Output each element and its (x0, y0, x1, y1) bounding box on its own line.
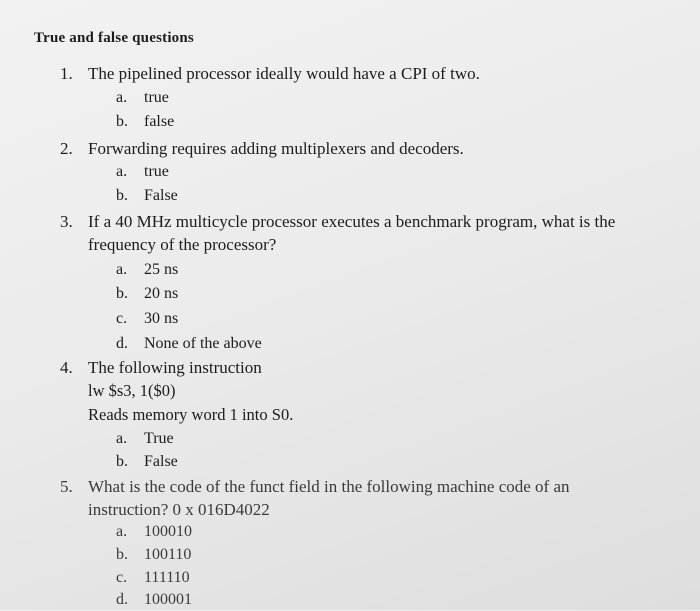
question-number: 2. (60, 139, 73, 158)
option-text: 100110 (144, 546, 192, 563)
option-letter: c. (116, 569, 128, 586)
option-5b (116, 544, 191, 566)
option-text: true (144, 89, 169, 106)
option-1b (116, 111, 174, 133)
option-3b (116, 283, 178, 305)
option-5c (116, 567, 190, 589)
option-letter: b. (116, 546, 128, 563)
question-4-note: Reads memory word 1 into S0. (88, 405, 294, 424)
option-4b (116, 451, 178, 473)
question-text-line1: If a 40 MHz multicycle processor executes a benchmark program, what is the (88, 212, 616, 231)
question-text: The pipelined processor ideally would have a CPI of two. (88, 64, 480, 83)
option-letter: a. (116, 163, 128, 180)
option-text: True (144, 430, 174, 447)
question-4 (60, 356, 262, 379)
option-text: 100001 (144, 591, 192, 608)
option-letter: b. (116, 285, 128, 302)
question-5 (60, 475, 570, 521)
option-letter: a. (116, 523, 128, 540)
question-3 (60, 210, 615, 256)
option-letter: a. (116, 261, 128, 278)
question-1 (60, 62, 480, 85)
option-letter: b. (116, 453, 128, 470)
option-letter: d. (116, 335, 128, 352)
question-text: Forwarding requires adding multiplexers and decoders. (88, 139, 464, 158)
option-letter: a. (116, 89, 128, 106)
option-letter: b. (116, 113, 128, 130)
question-number: 4. (60, 358, 73, 377)
question-text-line1: What is the code of the funct field in the following machine code of an (88, 477, 570, 496)
option-4a (116, 428, 174, 450)
question-text-line2: instruction? 0 x 016D4022 (88, 500, 270, 519)
option-letter: b. (116, 187, 128, 204)
option-text: false (144, 113, 175, 130)
option-5a (116, 521, 192, 543)
option-text: False (144, 187, 178, 204)
option-5d (116, 589, 192, 611)
question-number: 5. (60, 477, 73, 496)
option-3c (116, 308, 178, 330)
option-text: 20 ns (144, 285, 179, 302)
option-1a (116, 87, 169, 109)
option-text: 111110 (144, 569, 190, 586)
option-text: 100010 (144, 523, 192, 540)
option-2b (116, 185, 178, 207)
option-text: None of the above (144, 335, 262, 352)
option-text: true (144, 163, 169, 180)
question-number: 3. (60, 212, 73, 231)
option-letter: d. (116, 591, 128, 608)
question-text: The following instruction (88, 358, 262, 377)
question-number: 1. (60, 64, 73, 83)
option-text: False (144, 453, 178, 470)
option-3d (116, 333, 262, 355)
question-4-code: lw $s3, 1($0) (88, 381, 176, 400)
question-text-line2: frequency of the processor? (88, 235, 277, 254)
option-text: 25 ns (144, 261, 179, 278)
sheet-title: True and false questions (34, 30, 194, 46)
option-2a (116, 161, 169, 183)
question-2 (60, 137, 464, 160)
option-text: 30 ns (144, 310, 179, 327)
option-3a (116, 259, 178, 281)
option-letter: c. (116, 310, 128, 327)
option-letter: a. (116, 430, 128, 447)
